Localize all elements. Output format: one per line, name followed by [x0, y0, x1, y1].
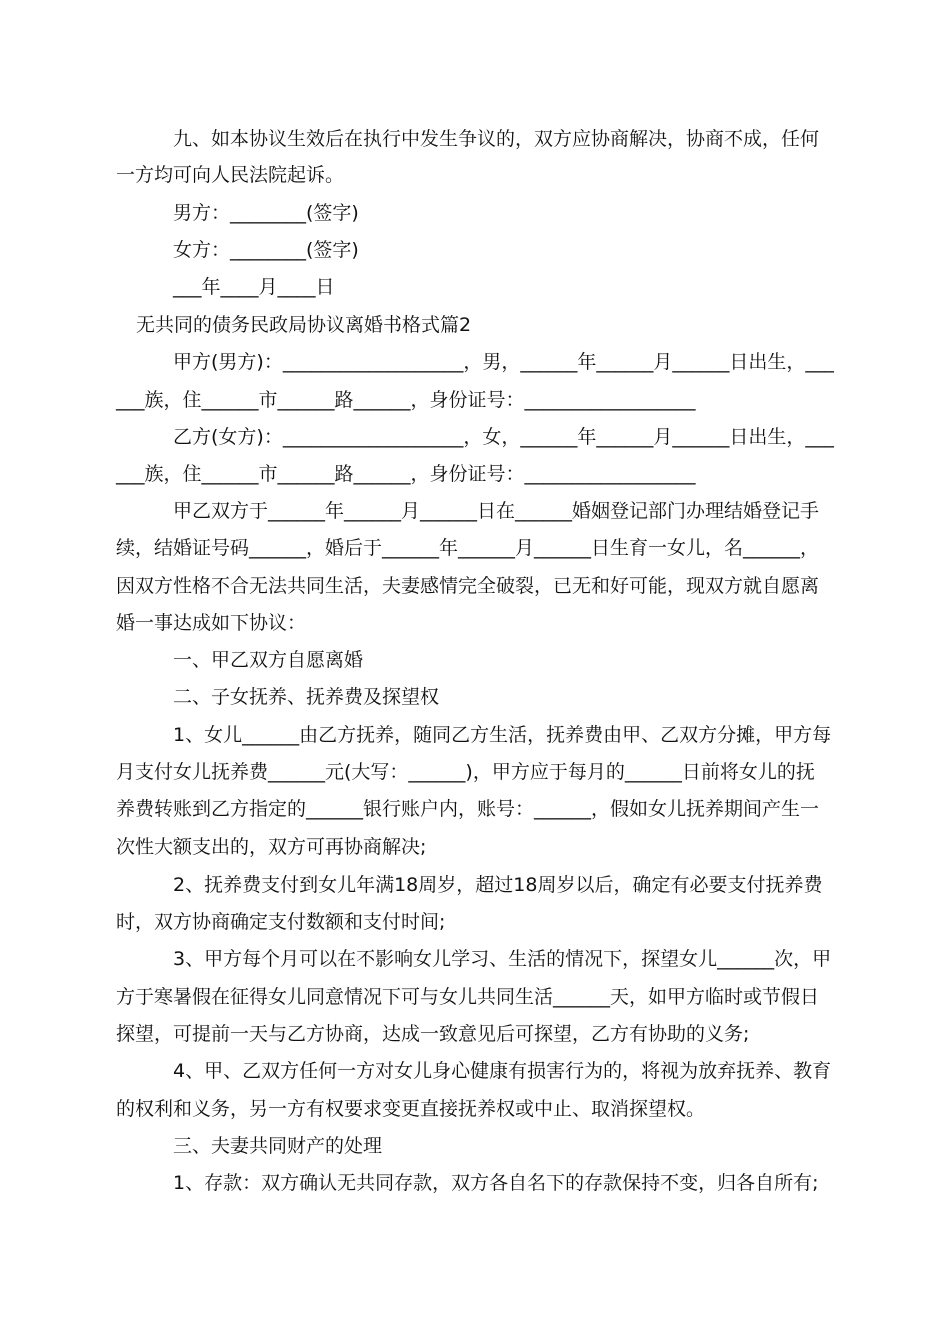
signature-date-line: ___年____月____日	[173, 276, 335, 298]
party-b-line-2: ___族，住______市______路______，身份证号：__________________	[116, 463, 696, 485]
female-signature-line: 女方：________(签字)	[173, 239, 359, 261]
clause-nine-line-2: 一方均可向人民法院起诉。	[116, 164, 345, 186]
item-3-line-2: 方于寒暑假在征得女儿同意情况下可与女儿共同生活______天，如甲方临时或节假日	[116, 986, 820, 1008]
section-title: 无共同的债务民政局协议离婚书格式篇2	[136, 314, 472, 336]
item-1-line-1: 1、女儿______由乙方抚养，随同乙方生活，抚养费由甲、乙双方分摊，甲方每	[173, 724, 832, 746]
item-4-line-1: 4、甲、乙双方任何一方对女儿身心健康有损害行为的，将视为放弃抚养、教育	[173, 1060, 832, 1082]
item-2-line-1: 2、抚养费支付到女儿年满18周岁，超过18周岁以后，确定有必要支付抚养费	[173, 874, 823, 896]
item-3-line-3: 探望，可提前一天与乙方协商，达成一致意见后可探望，乙方有协助的义务;	[116, 1023, 750, 1045]
item-1-line-3: 养费转账到乙方指定的______银行账户内，账号：______，假如女儿抚养期间产生一	[116, 798, 820, 820]
party-b-line-1: 乙方(女方)：___________________，女，______年______月______日出生，___	[173, 426, 834, 448]
article-two-heading: 二、子女抚养、抚养费及探望权	[173, 686, 440, 708]
deposit-clause-line: 1、存款：双方确认无共同存款，双方各自名下的存款保持不变，归各自所有;	[173, 1172, 819, 1194]
item-4-line-2: 的权利和义务，另一方有权要求变更直接抚养权或中止、取消探望权。	[116, 1098, 706, 1120]
preamble-line-1: 甲乙双方于______年______月______日在______婚姻登记部门办理结婚登记手	[173, 500, 820, 522]
preamble-line-3: 因双方性格不合无法共同生活，夫妻感情完全破裂，已无和好可能，现双方就自愿离	[116, 575, 820, 597]
article-three-heading: 三、夫妻共同财产的处理	[173, 1135, 383, 1157]
party-a-line-1: 甲方(男方)：___________________，男，______年______月______日出生，___	[173, 351, 834, 373]
preamble-line-4: 婚一事达成如下协议：	[116, 612, 307, 634]
item-2-line-2: 时，双方协商确定支付数额和支付时间;	[116, 911, 446, 933]
item-3-line-1: 3、甲方每个月可以在不影响女儿学习、生活的情况下，探望女儿______次，甲	[173, 948, 832, 970]
item-1-line-4: 次性大额支出的，双方可再协商解决;	[116, 836, 427, 858]
male-signature-line: 男方：________(签字)	[173, 202, 359, 224]
party-a-line-2: ___族，住______市______路______，身份证号：__________________	[116, 389, 696, 411]
preamble-line-2: 续，结婚证号码______，婚后于______年______月______日生育一女儿，名______，	[116, 537, 820, 559]
clause-nine-line-1: 九、如本协议生效后在执行中发生争议的，双方应协商解决，协商不成，任何	[173, 128, 820, 150]
item-1-line-2: 月支付女儿抚养费______元(大写：______)，甲方应于每月的______日前将女儿的抚	[116, 761, 815, 783]
article-one-heading: 一、甲乙双方自愿离婚	[173, 649, 364, 671]
